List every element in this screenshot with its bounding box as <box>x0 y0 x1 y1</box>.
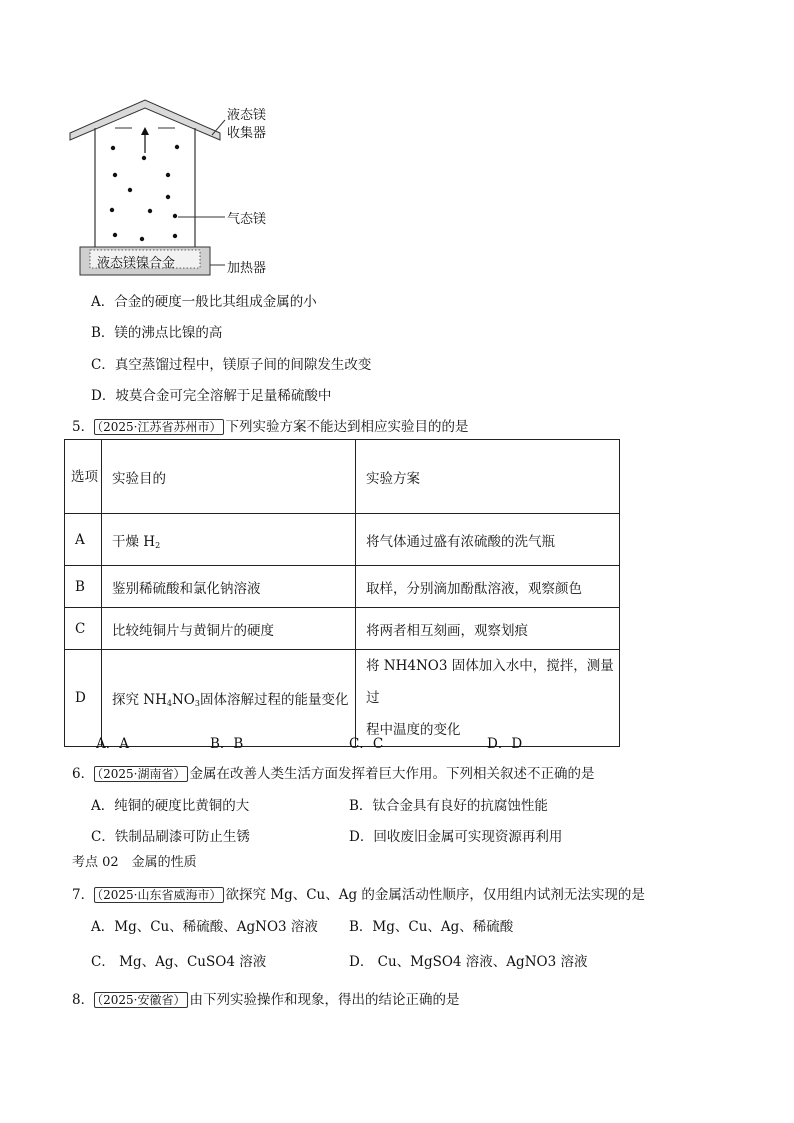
row-purpose: 比较纯铜片与黄铜片的硬度 <box>102 608 356 650</box>
label-gas: 气态镁 <box>227 212 267 227</box>
table-row <box>65 514 620 566</box>
q4-option-c: C．真空蒸馏过程中，镁原子间的间隙发生改变 <box>91 357 372 373</box>
q7-option-a: A．Mg、Cu、稀硫酸、AgNO3 溶液 <box>91 919 318 935</box>
row-purpose: 鉴别稀硫酸和氯化钠溶液 <box>102 566 356 608</box>
label-collector-2: 收集器 <box>227 126 267 141</box>
row-option: D <box>65 650 102 747</box>
q6-stem: 6． （2025·湖南省） 金属在改善人类生活方面发挥着巨大作用。下列相关叙述不正确的是 <box>72 766 595 782</box>
q7-option-c: C． Mg、Ag、CuSO4 溶液 <box>91 954 267 970</box>
q4-option-b: B．镁的沸点比镍的高 <box>91 325 223 341</box>
header-purpose: 实验目的 <box>102 440 356 514</box>
q5-answer-a: A．A <box>96 736 129 752</box>
label-collector-1: 液态镁 <box>227 108 267 123</box>
row-option: A <box>65 514 102 566</box>
q7-option-d: D． Cu、MgSO4 溶液、AgNO3 溶液 <box>349 954 588 970</box>
q6-option-c: C．铁制品刷漆可防止生锈 <box>91 829 250 845</box>
label-alloy: 液态镁镍合金 <box>97 256 176 271</box>
section-heading: 考点 02 金属的性质 <box>72 855 197 870</box>
q5-table <box>64 439 620 747</box>
q4-option-a: A．合金的硬度一般比其组成金属的小 <box>91 294 317 310</box>
q5-source: （2025·江苏省苏州市） <box>94 419 224 435</box>
q5-answer-b: B．B <box>210 736 244 752</box>
row-plan: 取样，分别滴加酚酞溶液，观察颜色 <box>356 566 620 608</box>
row-purpose: 干燥 $H_2$ <box>102 514 356 566</box>
q4-option-d: D．坡莫合金可完全溶解于足量稀硫酸中 <box>91 388 332 404</box>
header-option: 选项 <box>65 440 102 514</box>
row-option: C <box>65 608 102 650</box>
table-header-row <box>65 440 620 514</box>
gas-particles <box>110 145 179 241</box>
row-purpose: 探究 $NH_4NO_3$固体溶解过程的能量变化 <box>102 650 356 747</box>
table-row <box>65 650 620 747</box>
table-row <box>65 566 620 608</box>
q6-option-b: B．钛合金具有良好的抗腐蚀性能 <box>349 798 548 814</box>
q5-answer-d: D．D <box>487 736 523 752</box>
q5-answer-c: C．C <box>349 736 384 752</box>
q6-source: （2025·湖南省） <box>94 766 188 782</box>
q7-source: （2025·山东省威海市） <box>94 887 224 903</box>
table-row <box>65 608 620 650</box>
row-option: B <box>65 566 102 608</box>
row-plan: 将气体通过盛有浓硫酸的洗气瓶 <box>356 514 620 566</box>
row-plan: 将 NH4NO3 固体加入水中，搅拌，测量过 程中温度的变化 <box>356 650 620 747</box>
row-plan: 将两者相互刻画，观察划痕 <box>356 608 620 650</box>
label-heater: 加热器 <box>227 261 267 276</box>
q6-option-a: A．纯铜的硬度比黄铜的大 <box>91 798 250 814</box>
q6-option-d: D．回收废旧金属可实现资源再利用 <box>349 829 563 845</box>
q7-option-b: B．Mg、Cu、Ag、稀硫酸 <box>349 919 514 935</box>
q5-stem: 5． （2025·江苏省苏州市） 下列实验方案不能达到相应实验目的的是 <box>72 419 469 435</box>
q8-stem: 8． （2025·安徽省） 由下列实验操作和现象，得出的结论正确的是 <box>72 992 460 1008</box>
q8-source: （2025·安徽省） <box>94 992 188 1008</box>
q7-stem: 7． （2025·山东省威海市） 欲探究 Mg、Cu、Ag 的金属活动性顺序，仅用组内试剂无法实现的是 <box>72 887 645 903</box>
header-plan: 实验方案 <box>356 440 620 514</box>
